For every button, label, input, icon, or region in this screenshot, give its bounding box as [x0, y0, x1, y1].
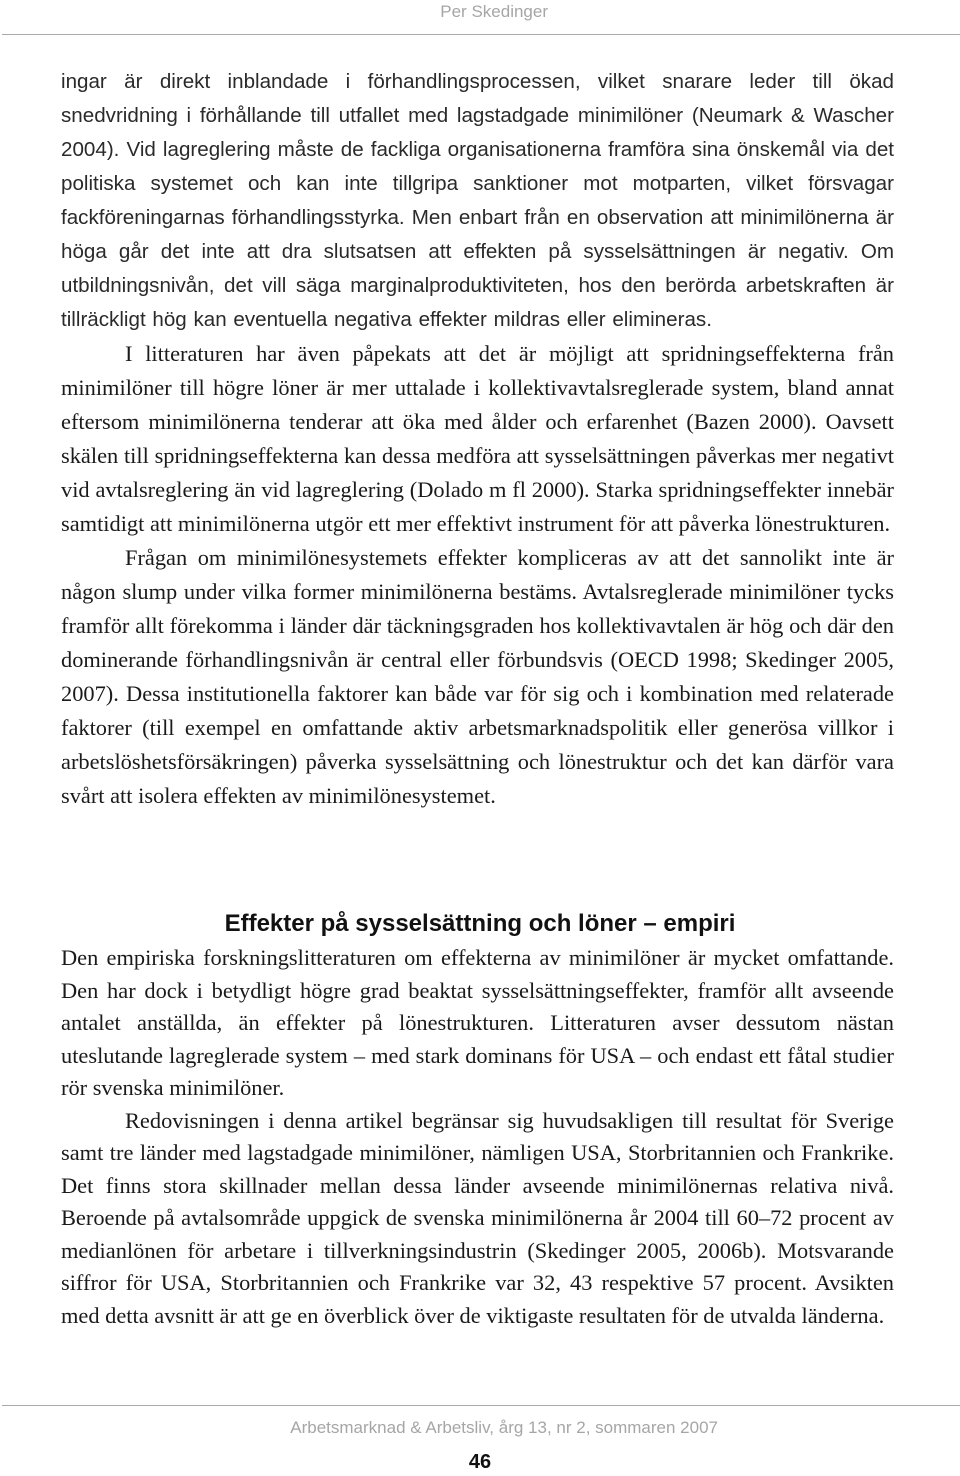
paragraph-country-overview: Redovisningen i denna artikel begränsar sig huvudsakligen till resultat för Sverige samt tre länder med lagstadgade minimilöner, nämligen USA, Storbritannien och Frankrike. Det finns stora skillnader mellan dessa länder avseende minimilönernas relativa nivå. Beroende på avtalsområde uppgick de svenska minimilönerna år 2004 till 60–72 procent av medianlönen för arbetare i tillverkningsindustrin (Skedinger 2005, 2006b). Motsvarande siffror för USA, Storbritannien och Frankrike var 32, 43 respektive 57 procent. Avsikten med detta avsnitt är att ge en överblick över de viktigaste resultaten för de utvalda länderna. — [61, 1107, 894, 1328]
body-text-top — [61, 65, 894, 813]
footer-journal: Arbetsmarknad & Arbetsliv, årg 13, nr 2, sommaren 2007 — [290, 1418, 718, 1437]
running-head: Per Skedinger — [440, 2, 548, 21]
body-text-bottom — [61, 942, 894, 1332]
section-heading: Effekter på sysselsättning och löner – empiri — [224, 910, 736, 937]
page-number: 46 — [468, 1451, 492, 1473]
bottom-rule — [2, 1405, 960, 1406]
paragraph-empirical-literature: Den empiriska forskningslitteraturen om effekterna av minimilöner är mycket omfattande. Den har dock i betydligt högre grad beaktat sysselsättningseffekter, framför allt avseende antalet anställda, än effekter på lönestrukturen. Litteraturen avser dessutom nästan uteslutande lagreglerade system – med stark dominans för USA – och endast ett fåtal studier rör svenska minimilöner. — [61, 945, 894, 1100]
paragraph-spillover-effects: I litteraturen har även påpekats att det är möjligt att spridningseffekterna från minimilöner till högre löner är mer uttalade i kollektivavtalsreglerade system, bland annat eftersom minimilönerna tenderar att öka med ålder och erfarenhet (Bazen 2000). Oavsett skälen till spridningseffekterna kan dessa medföra att sysselsättningen påverkas mer negativt vid avtalsreglering än vid lagreglering (Dolado m fl 2000). Starka spridningseffekter innebär samtidigt att minimilönerna utgör ett mer effektivt instrument för att påverka lönestrukturen. — [61, 341, 894, 536]
paragraph-continued: ingar är direkt inblandade i förhandlingsprocessen, vilket snarare leder till ökad snedvridning i förhållande till utfallet med lagstadgade minimilöner (Neumark & Wascher 2004). Vid lagreglering måste de fackliga organisationerna framföra sina önskemål via det politiska systemet och kan inte tillgripa sanktioner mot motparten, vilket försvagar fackföreningarnas förhandlingsstyrka. Men enbart från en observation att minimilönerna är höga går det inte att dra slutsatsen att effekten på sysselsättningen är negativ. Om utbildningsnivån, det vill säga marginalproduktiviteten, hos den berörda arbetskraften är tillräckligt hög kan eventuella negativa effekter mildras eller elimineras. — [61, 70, 894, 331]
paragraph-minimum-wage-system: Frågan om minimilönesystemets effekter kompliceras av att det sannolikt inte är någon slump under vilka former minimilönerna bestäms. Avtalsreglerade minimilöner tycks framför allt förekomma i länder där täckningsgraden hos kollektivavtalen är hög och där den dominerande förhandlingsnivån är central eller förbundsvis (OECD 1998; Skedinger 2005, 2007). Dessa institutionella faktorer kan både var för sig och i kombination med relaterade faktorer (till exempel en omfattande aktiv arbetsmarknadspolitik eller generösa villkor i arbetslöshetsförsäkringen) påverka sysselsättning och lönestruktur och det kan därför vara svårt att isolera effekten av minimilönesystemet. — [61, 545, 894, 808]
top-rule — [2, 34, 960, 35]
